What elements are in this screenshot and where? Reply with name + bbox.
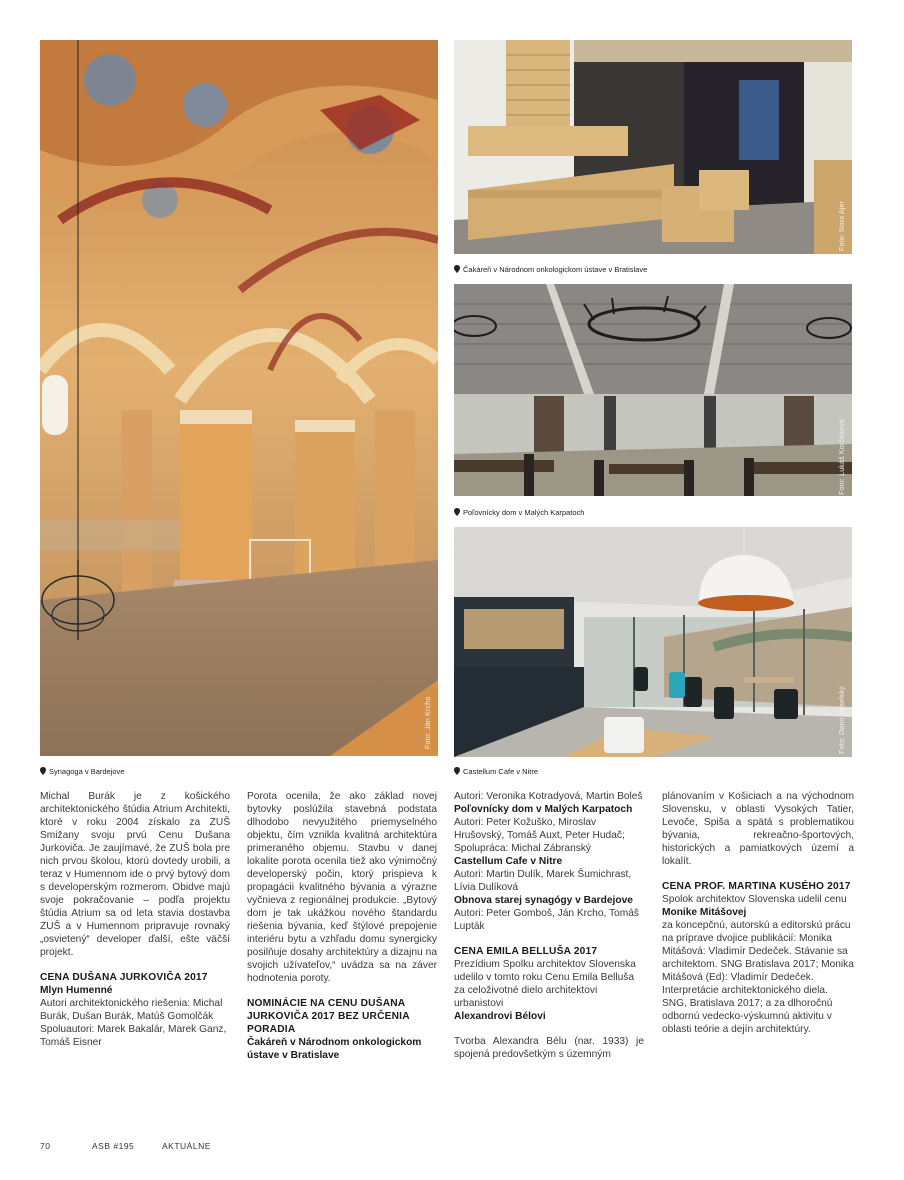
nominations-heading: NOMINÁCIE NA CENU DUŠANA JURKOVIČA 2017 BEZ URČENIA PORADIA (247, 998, 410, 1035)
magazine-issue: ASB #195 (92, 1141, 135, 1151)
synagogue-illustration (40, 40, 438, 756)
location-pin-icon (454, 508, 460, 516)
bellus-award-text: Prezídium Spolku architektov Slovenska udelilo v tomto roku Cenu Emila Belluša za celoživotné dielo architektovi urbanistovi (454, 959, 636, 1009)
nominee-waiting-room-authors: Autori: Veronika Kotradyová, Martin Boleš (454, 791, 643, 802)
jurkovic-award-winner: Mlyn Humenné (40, 985, 113, 996)
nominee-synagogue: Obnova starej synagógy v Bardejove (454, 895, 633, 906)
nominee-cafe-authors: Autori: Martin Dulík, Marek Šumichrast, Lívia Dulíková (454, 869, 632, 893)
cafe-caption (454, 767, 538, 776)
nominee-waiting-room: Čakáreň v Národnom onkologickom ústave v Bratislave (247, 1037, 422, 1061)
kusy-award-details: za koncepčnú, autorskú a editorskú prácu na príprave dvojice publikácií: Monika Mitášová: Vladimír Dedeček. Stávanie sa architektom. SNG Bratislava 2017; Monika Mitášová (Ed): Vladimír Dedeček. Interpretácie architektonického diela. SNG, Bratislava 2017; a za dlhoročnú odbornú vedecko-výskumnú aktivitu v oblasti teórie a dejín architektúry. (662, 920, 854, 1035)
hunting-lodge-photo (454, 284, 852, 496)
intro-paragraph: Michal Burák je z košického architektonického štúdia Atrium Architekti, ktoré v roku 2004 získalo za ZUŠ Smižany svoju prvú Cenu Dušana Jurkoviča. Je zaujímavé, že ZUŠ bola pre nich prvou školou, ktorú dovtedy urobili, a teraz v Humennom ide o prvý bytový dom s developerským rozmerom. Obidve majú svoje pokračovanie – podľa projektu štúdia Atrium sa od leta stavia dostavba ZUŠ a v Humennom pripravuje rovnaký „osvietený“ developer ďalší, ešte väčší projekt. (40, 791, 230, 958)
bela-continuation: plánovaním v Košiciach a na východnom Slovensku, v oblasti Vysokých Tatier, Levoče, Spiša a spätá s problematikou bývania, rekreačno-športových, historických a pamiatkových území a lokalít. (662, 791, 854, 867)
nominee-hunting-lodge-authors: Autori: Peter Kožuško, Miroslav Hrušovský, Tomáš Auxt, Peter Hudač; Spolupráca: Michal Zábranský (454, 817, 625, 854)
synagogue-photo-credit: Foto: Ján Krcho (425, 696, 432, 749)
cafe-photo (454, 527, 852, 757)
kusy-award-winner: Monike Mitášovej (662, 907, 747, 918)
location-pin-icon (40, 767, 46, 775)
column-4 (662, 790, 854, 1036)
jury-paragraph: Porota ocenila, že ako základ novej bytovky poslúžila stavebná podstata dlhodobo nevyužitého priemyselného objektu, čím vznikla kvalitná architektúra primeraného objemu. Stavbu v danej lokalite porota ocenila tiež ako výnimočný developerský počin, ktorý prispieva k propagácii kvalitného bývania a výrazne vyčnieva z regionálnej produkcie. „Bytový dom je tak ukážkou nového štandardu riešenia bývania, keď štýlové prepojenie interiéru bytu a vzhľadu domu synergicky posilňuje dosahy architektúry a dizajnu na svojich užívateľov,“ uvádza sa na záver hodnotenia poroty. (247, 791, 437, 984)
page-number: 70 (40, 1141, 51, 1151)
jurkovic-award-heading: CENA DUŠANA JURKOVIČA 2017 (40, 972, 208, 983)
column-2 (247, 790, 437, 1062)
kusy-award-heading: CENA PROF. MARTINA KUSÉHO 2017 (662, 881, 851, 892)
hunting-lodge-caption-text: Poľovnícky dom v Malých Karpatoch (463, 508, 585, 517)
waiting-room-illustration (454, 40, 852, 254)
nominee-hunting-lodge: Poľovnícky dom v Malých Karpatoch (454, 804, 633, 815)
location-pin-icon (454, 265, 460, 273)
jurkovic-coauthors: Spoluautori: Marek Bakalár, Marek Ganz, Tomáš Eisner (40, 1024, 227, 1048)
synagogue-caption (40, 767, 124, 776)
waiting-room-caption-text: Čakáreň v Národnom onkologickom ústave v Bratislave (463, 265, 648, 274)
bellus-award-heading: CENA EMILA BELLUŠA 2017 (454, 946, 598, 957)
jurkovic-authors: Autori architektonického riešenia: Michal Burák, Dušan Burák, Matúš Gomolčák (40, 998, 223, 1022)
bela-paragraph: Tvorba Alexandra Bélu (nar. 1933) je spojená predovšetkým s územným (454, 1036, 644, 1060)
nominee-cafe: Castellum Cafe v Nitre (454, 856, 563, 867)
synagogue-photo (40, 40, 438, 756)
hunting-lodge-photo-credit: Foto: Lukáš Korčeková (839, 419, 846, 495)
synagogue-caption-text: Synagoga v Bardejove (49, 767, 125, 776)
cafe-illustration (454, 527, 852, 757)
hunting-lodge-caption (454, 508, 584, 517)
column-3 (454, 790, 644, 1061)
cafe-caption-text: Castellum Cafe v Nitre (463, 767, 539, 776)
waiting-room-caption (454, 265, 647, 274)
kusy-award-text: Spolok architektov Slovenska udelil cenu (662, 894, 847, 905)
section-name: AKTUÁLNE (162, 1141, 211, 1151)
bellus-award-winner: Alexandrovi Bélovi (454, 1011, 546, 1022)
hunting-lodge-illustration (454, 284, 852, 496)
nominee-synagogue-authors: Autori: Peter Gomboš, Ján Krcho, Tomáš Lupták (454, 908, 639, 932)
waiting-room-photo-credit: Foto: Nora Ajer (839, 200, 846, 251)
location-pin-icon (454, 767, 460, 775)
cafe-photo-credit: Foto: Dano Veselský (839, 686, 846, 754)
column-1 (40, 790, 230, 1049)
waiting-room-photo (454, 40, 852, 254)
